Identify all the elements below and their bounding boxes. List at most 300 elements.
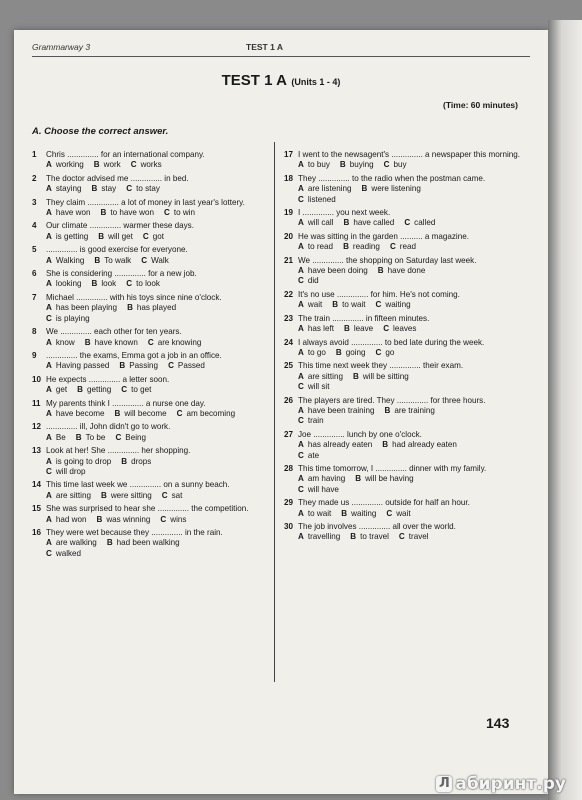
question-number: 18 (284, 173, 294, 183)
option-letter: B (75, 432, 82, 442)
question-stem: The job involves .............. all over the world. (298, 522, 456, 531)
question-stem: This time tomorrow, I .............. dinner with my family. (298, 463, 487, 473)
question-item (284, 338, 524, 359)
answer-option[interactable] (298, 532, 340, 542)
answer-option[interactable] (115, 433, 146, 443)
facing-page-edge (548, 20, 582, 800)
option-text: know (55, 337, 75, 347)
option-letter: C (46, 548, 52, 558)
option-text: listened (307, 194, 336, 204)
option-letter: B (355, 474, 362, 484)
option-letter: A (46, 456, 52, 466)
option-text: will drop (55, 466, 86, 476)
question-stem: We .............. each other for ten years. (46, 327, 182, 337)
question-number: 7 (32, 292, 37, 302)
option-text: wait (396, 508, 411, 518)
answer-option[interactable] (344, 218, 395, 228)
answer-option[interactable] (46, 457, 111, 467)
option-text: wins (170, 514, 187, 524)
option-text: getting (86, 385, 112, 395)
answer-option[interactable] (298, 324, 334, 334)
answer-option[interactable] (77, 385, 111, 395)
answer-option[interactable] (119, 361, 158, 371)
option-letter: C (121, 385, 128, 395)
option-text: have been training (307, 405, 375, 415)
answer-option[interactable] (298, 474, 345, 484)
answer-option[interactable] (141, 256, 169, 266)
answer-option[interactable] (160, 515, 186, 525)
answer-option[interactable] (121, 457, 151, 467)
answer-option[interactable] (298, 184, 352, 194)
option-text: get (55, 385, 68, 395)
column-divider (274, 142, 275, 682)
question-item (32, 245, 264, 266)
answer-option[interactable] (298, 509, 331, 519)
answer-option[interactable] (126, 279, 160, 289)
answer-options (46, 457, 264, 478)
option-text: Walking (55, 255, 85, 265)
option-text: going (345, 347, 366, 357)
question-stem: Chris .............. for an international company. (46, 150, 205, 159)
question-number: 1 (32, 150, 37, 159)
option-text: train (307, 416, 324, 426)
option-text: To walk (104, 255, 132, 265)
option-letter: A (46, 361, 52, 371)
answer-option[interactable] (376, 348, 395, 358)
answer-option[interactable] (177, 409, 235, 419)
answer-option[interactable] (384, 160, 407, 170)
option-letter: C (164, 208, 170, 218)
option-text: are walking (55, 538, 97, 548)
test-units: (Units 1 - 4) (291, 77, 341, 87)
option-letter: C (298, 194, 304, 204)
option-text: sat (171, 490, 183, 500)
option-letter: C (160, 514, 167, 524)
workbook-page (14, 30, 548, 794)
question-stem: Michael .............. with his toys since nine o'clock. (46, 292, 222, 302)
answer-option[interactable] (46, 256, 84, 266)
option-text: Be (55, 432, 66, 442)
option-text: reading (352, 242, 380, 252)
option-letter: A (298, 300, 304, 310)
answer-option[interactable] (46, 184, 82, 194)
option-text: wait (307, 300, 323, 310)
answer-option[interactable] (121, 385, 151, 395)
question-item (284, 361, 524, 392)
option-letter: C (383, 160, 390, 170)
question-item (284, 174, 524, 205)
question-number: 3 (32, 197, 37, 207)
question-item (32, 446, 264, 477)
question-stem: Look at her! She .............. her shopping. (46, 446, 191, 456)
answer-option[interactable] (383, 324, 416, 334)
option-letter: B (106, 538, 113, 548)
option-letter: B (91, 184, 98, 194)
option-text: works (140, 160, 162, 170)
answer-option[interactable] (98, 232, 133, 242)
option-letter: C (115, 432, 122, 442)
answer-option[interactable] (101, 491, 152, 501)
question-stem: This time last week we .............. on a sunny beach. (46, 480, 230, 490)
question-stem: He expects .............. a letter soon. (46, 374, 170, 384)
option-text: Passed (177, 361, 205, 371)
question-item (284, 232, 524, 253)
question-item (32, 399, 264, 420)
answer-option[interactable] (114, 409, 166, 419)
answer-option[interactable] (46, 433, 66, 443)
answer-option[interactable] (127, 303, 176, 313)
question-number: 8 (32, 327, 37, 337)
option-letter: C (298, 484, 304, 494)
option-letter: B (384, 405, 391, 415)
option-letter: B (341, 508, 348, 518)
question-number: 12 (32, 422, 42, 432)
question-number: 17 (284, 150, 294, 159)
option-letter: C (386, 508, 393, 518)
answer-option[interactable] (298, 416, 514, 426)
option-letter: B (91, 279, 98, 289)
question-item (284, 256, 524, 287)
question-number: 16 (32, 528, 42, 537)
option-text: have called (353, 218, 395, 228)
answer-option[interactable] (46, 208, 91, 218)
option-letter: A (46, 337, 52, 347)
answer-option[interactable] (46, 467, 254, 477)
option-text: travel (408, 532, 429, 542)
question-item (284, 522, 524, 543)
section-heading: A. Choose the correct answer. (32, 126, 169, 137)
option-letter: A (46, 408, 52, 418)
watermark-text: абиринт.ру (455, 774, 566, 794)
option-text: to look (136, 279, 160, 289)
option-text: have done (387, 266, 426, 276)
option-letter: C (168, 361, 174, 371)
question-stem: I went to the newsagent's .............. a newspaper this morning. (298, 150, 520, 159)
question-stem: They were wet because they .............. in the rain. (46, 528, 223, 537)
option-letter: B (332, 300, 339, 310)
option-letter: B (343, 324, 350, 334)
answer-option[interactable] (298, 218, 334, 228)
option-text: to travel (360, 532, 389, 542)
answer-option[interactable] (46, 515, 86, 525)
answer-option[interactable] (101, 208, 155, 218)
answer-options (298, 406, 524, 427)
answer-option[interactable] (46, 314, 254, 324)
option-letter: A (46, 231, 52, 241)
question-item (284, 314, 524, 335)
answer-option[interactable] (399, 532, 429, 542)
answer-option[interactable] (148, 338, 202, 348)
question-item (284, 430, 524, 461)
answer-option[interactable] (384, 406, 434, 416)
option-text: had been walking (116, 538, 180, 548)
option-letter: B (377, 266, 384, 276)
answer-option[interactable] (46, 303, 117, 313)
answer-option[interactable] (355, 474, 413, 484)
option-text: were listening (371, 184, 421, 194)
answer-option[interactable] (404, 218, 435, 228)
answer-options (46, 515, 264, 525)
option-text: was winning (106, 514, 151, 524)
answer-option[interactable] (162, 491, 183, 501)
option-letter: A (46, 208, 52, 218)
answer-options (298, 348, 524, 358)
answer-options (298, 218, 524, 228)
question-item (32, 327, 264, 348)
option-letter: A (46, 303, 52, 313)
option-letter: A (46, 279, 52, 289)
option-text: To be (85, 432, 106, 442)
question-number: 20 (284, 231, 294, 241)
option-text: called (414, 218, 436, 228)
option-letter: A (298, 266, 304, 276)
labirint-logo-icon: Л (436, 776, 452, 792)
answer-option[interactable] (343, 242, 380, 252)
option-letter: C (389, 242, 396, 252)
answer-option[interactable] (353, 372, 409, 382)
option-text: looking (55, 279, 82, 289)
answer-option[interactable] (94, 160, 121, 170)
option-letter: C (161, 490, 168, 500)
answer-option[interactable] (298, 242, 333, 252)
answer-option[interactable] (46, 279, 82, 289)
answer-option[interactable] (298, 406, 374, 416)
option-letter: B (127, 303, 133, 313)
option-text: am becoming (186, 408, 236, 418)
question-number: 14 (32, 480, 42, 490)
answer-options (46, 208, 264, 218)
answer-option[interactable] (46, 338, 75, 348)
option-text: have known (94, 337, 138, 347)
answer-options (298, 184, 524, 205)
option-letter: A (298, 440, 304, 450)
question-number: 21 (284, 255, 294, 265)
option-text: go (385, 347, 395, 357)
answer-options (46, 160, 264, 170)
option-text: have become (55, 408, 105, 418)
question-stem: I always avoid .............. to bed late during the week. (298, 337, 485, 347)
answer-option[interactable] (94, 256, 131, 266)
running-title: TEST 1 A (246, 42, 283, 52)
answer-options (298, 474, 524, 495)
answer-option[interactable] (46, 232, 88, 242)
question-item (284, 498, 524, 519)
test-title-main: TEST 1 A (221, 72, 287, 89)
question-stem: It's no use .............. for him. He's not coming. (298, 289, 460, 299)
question-item (284, 290, 524, 311)
option-letter: B (100, 490, 107, 500)
answer-options (46, 409, 264, 419)
option-text: to wait (307, 508, 332, 518)
option-text: buying (349, 160, 374, 170)
question-stem: .............. is good exercise for everyone. (46, 245, 188, 255)
option-letter: A (298, 218, 304, 228)
answer-option[interactable] (92, 279, 117, 289)
answer-option[interactable] (298, 266, 368, 276)
option-letter: C (46, 313, 52, 323)
question-stem: .............. ill, John didn't go to work. (46, 422, 171, 432)
option-letter: A (298, 371, 304, 381)
option-text: will sit (307, 382, 330, 392)
question-number: 2 (32, 173, 37, 183)
question-number: 22 (284, 289, 294, 299)
answer-option[interactable] (298, 195, 514, 205)
option-letter: B (100, 208, 107, 218)
answer-options (298, 509, 524, 519)
option-text: look (101, 279, 117, 289)
answer-option[interactable] (376, 300, 411, 310)
time-limit: (Time: 60 minutes) (443, 100, 518, 110)
option-letter: C (404, 218, 411, 228)
option-text: leaves (393, 324, 417, 334)
option-letter: B (339, 160, 346, 170)
answer-option[interactable] (298, 382, 514, 392)
answer-option[interactable] (341, 509, 376, 519)
answer-options (298, 440, 524, 461)
question-number: 23 (284, 313, 294, 323)
answer-option[interactable] (46, 549, 254, 559)
answer-options (46, 279, 264, 289)
answer-option[interactable] (386, 509, 410, 519)
option-text: travelling (307, 532, 341, 542)
answer-option[interactable] (298, 276, 514, 286)
option-letter: C (298, 416, 304, 426)
answer-options (298, 532, 524, 542)
answer-option[interactable] (298, 348, 326, 358)
question-number: 25 (284, 361, 294, 371)
answer-option[interactable] (336, 348, 366, 358)
answer-option[interactable] (298, 372, 343, 382)
answer-options (298, 242, 524, 252)
question-number: 29 (284, 498, 294, 508)
question-number: 15 (32, 504, 42, 514)
answer-option[interactable] (46, 385, 67, 395)
question-item (284, 464, 524, 495)
question-stem: Our climate .............. warmer these days. (46, 221, 194, 231)
answer-option[interactable] (46, 361, 109, 371)
question-number: 19 (284, 208, 294, 218)
answer-option[interactable] (107, 538, 180, 548)
question-item (32, 422, 264, 443)
answer-option[interactable] (362, 184, 421, 194)
question-item (32, 174, 264, 195)
option-letter: A (46, 490, 52, 500)
option-letter: A (46, 514, 52, 524)
answer-option[interactable] (344, 324, 373, 334)
option-letter: A (298, 347, 304, 357)
answer-option[interactable] (378, 266, 426, 276)
answer-option[interactable] (168, 361, 205, 371)
option-text: buy (393, 160, 407, 170)
question-stem: She is considering .............. for a new job. (46, 269, 197, 279)
answer-option[interactable] (298, 160, 330, 170)
question-stem: He was sitting in the garden .......... a magazine. (298, 231, 469, 241)
answer-options (46, 232, 264, 242)
option-text: will be sitting (362, 371, 409, 381)
option-letter: B (77, 385, 83, 395)
option-text: to get (131, 385, 152, 395)
option-text: had already eaten (392, 440, 457, 450)
answer-option[interactable] (126, 184, 160, 194)
option-letter: A (298, 474, 304, 484)
answer-option[interactable] (96, 515, 150, 525)
option-letter: C (126, 279, 133, 289)
option-letter: A (298, 532, 304, 542)
question-number: 5 (32, 245, 37, 255)
answer-option[interactable] (46, 160, 84, 170)
question-number: 4 (32, 221, 37, 231)
question-stem: We .............. the shopping on Saturday last week. (298, 255, 477, 265)
option-letter: C (126, 184, 133, 194)
answer-option[interactable] (85, 338, 138, 348)
answer-option[interactable] (46, 491, 91, 501)
option-text: were sitting (110, 490, 152, 500)
answer-option[interactable] (92, 184, 117, 194)
answer-options (298, 300, 524, 310)
option-letter: A (46, 184, 52, 194)
question-stem: This time next week they .............. their exam. (298, 361, 464, 371)
answer-option[interactable] (332, 300, 365, 310)
option-letter: C (147, 337, 154, 347)
option-letter: A (298, 184, 304, 194)
answer-option[interactable] (298, 300, 322, 310)
book-name: Grammarway 3 (32, 42, 91, 52)
answer-option[interactable] (298, 485, 514, 495)
question-stem: They claim .............. a lot of money in last year's lottery. (46, 197, 245, 207)
answer-option[interactable] (390, 242, 416, 252)
option-text: will be having (365, 474, 414, 484)
answer-option[interactable] (350, 532, 389, 542)
option-letter: B (114, 408, 121, 418)
option-text: has played (136, 303, 177, 313)
option-letter: A (298, 405, 304, 415)
question-number: 24 (284, 337, 294, 347)
option-letter: B (84, 337, 91, 347)
answer-option[interactable] (382, 440, 457, 450)
answer-option[interactable] (46, 538, 97, 548)
answer-option[interactable] (46, 409, 104, 419)
question-item (32, 221, 264, 242)
option-text: to go (307, 347, 326, 357)
option-letter: A (46, 538, 52, 548)
answer-option[interactable] (298, 451, 514, 461)
answer-option[interactable] (143, 232, 164, 242)
answer-options (46, 538, 264, 559)
option-text: to buy (307, 160, 330, 170)
answer-option[interactable] (340, 160, 374, 170)
option-letter: C (298, 382, 304, 392)
answer-option[interactable] (76, 433, 106, 443)
question-number: 28 (284, 463, 294, 473)
question-stem: Joe .............. lunch by one o'clock. (298, 429, 422, 439)
answer-option[interactable] (131, 160, 162, 170)
option-text: has left (307, 324, 334, 334)
option-letter: C (141, 255, 148, 265)
option-letter: C (130, 160, 137, 170)
answer-option[interactable] (164, 208, 195, 218)
option-text: is going to drop (55, 456, 112, 466)
option-letter: C (375, 300, 382, 310)
option-letter: B (93, 160, 100, 170)
option-text: has been playing (55, 303, 118, 313)
option-text: to stay (136, 184, 160, 194)
page-number: 143 (486, 715, 510, 731)
option-text: to have won (110, 208, 155, 218)
option-text: will call (307, 218, 334, 228)
answer-options (46, 338, 264, 348)
answer-option[interactable] (298, 440, 372, 450)
question-stem: .............. the exams, Emma got a job in an office. (46, 350, 222, 360)
